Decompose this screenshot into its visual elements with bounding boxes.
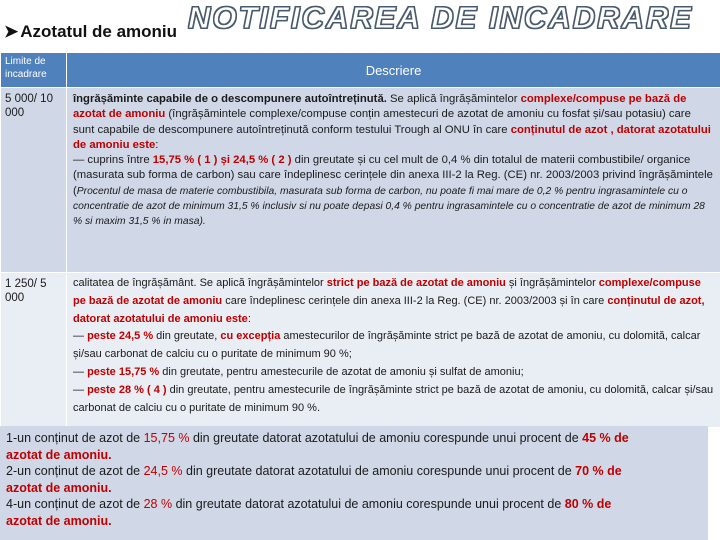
desc-text: peste 15,75 %: [87, 365, 160, 378]
arrow-bullet-icon: ➤: [4, 22, 19, 41]
note-text: 2-un conținut de azot de: [6, 464, 144, 479]
desc-text: care îndeplinesc cerințele din anexa III-2 la Reg. (CE) nr. 2003/2003 și în care: [222, 294, 608, 307]
desc-text: :: [247, 312, 251, 325]
slide-heading: [0, 0, 720, 52]
note-text: din greutate datorat azotatului de amoniu corespunde unui procent de: [189, 431, 583, 445]
footnote-2: [6, 463, 702, 496]
desc-text: :: [155, 138, 159, 151]
desc-text: și îngrășămintelor: [505, 277, 599, 289]
desc-text: din greutate, pentru amestecurile de îngrășăminte strict pe bază de azotat de amoniu, cu dolomită, calcar și/sau carbonat de calciu cu o puritate de minimum 90 %.: [73, 383, 714, 414]
note-text: 4-un conținut de azot de: [6, 497, 144, 512]
desc-text: (îngrășămintele complexe/compuse conțin amestecuri de azotat de amoniu cu fosfat și/sau potasiu) care sunt capabile de descompunere autoîntreținută conform testului Trough al ONU în care: [73, 108, 691, 136]
desc-text: — cuprins între: [73, 154, 153, 167]
note-text: azotat de amoniu.: [6, 447, 112, 462]
desc-text: din greutate,: [153, 330, 221, 343]
desc-text: ).: [199, 216, 206, 228]
table-header-row: [1, 53, 720, 88]
note-text: de: [593, 497, 612, 512]
description-cell: [67, 88, 720, 273]
desc-text: 15,75 % ( 1 ) și 24,5 % ( 2 ): [152, 154, 292, 167]
desc-text: calitatea de îngrășământ. Se aplică îngrășămintelor: [73, 277, 327, 289]
desc-text: —: [73, 365, 88, 378]
subtitle-text: Azotatul de amoniu: [20, 22, 178, 41]
note-text: 80 %: [564, 497, 594, 512]
note-text: 70 %: [575, 464, 604, 479]
desc-text: Se aplică îngrășămintelor: [386, 93, 521, 105]
desc-text: peste 24,5 %: [87, 330, 154, 343]
note-text: 45 %: [582, 431, 611, 445]
limit-cell: 1 250/ 5 000: [1, 273, 67, 428]
desc-text: Procentul de masa de materie combustibila, masurata sub forma de carbon, nu poate fi mai mare de 0,2 % pentru ingrasamintele cu o concentratie de azot de minimum 31,5 % inclusiv si nu poate depasi 0,4 % pentru ingrasamintele cu o concentratie de azot de minimum 28 % si maxim 31,5 % in masa: [73, 185, 705, 228]
table-row: [1, 273, 720, 428]
desc-text: complexe/compuse pe bază de azotat de amoniu: [73, 277, 701, 307]
desc-text: strict pe bază de azotat de amoniu: [326, 277, 506, 289]
note-text: azotat de amoniu.: [6, 480, 112, 495]
desc-text: din greutate, pentru amestecurile de azotat de amoniu și sulfat de amoniu;: [159, 365, 524, 378]
note-text: 24,5 %: [143, 464, 183, 479]
desc-text: peste 28 % ( 4 ): [87, 383, 167, 396]
note-text: 15,75 %: [143, 431, 190, 445]
desc-text: amestecurilor de îngrășăminte strict pe bază de azotat de amoniu, cu dolomită, calcar și/sau carbonat de calciu cu o puritate de minimum 90 %;: [73, 330, 701, 361]
desc-text: —: [73, 330, 88, 343]
desc-text: complexe/compuse pe bază de azotat de amoniu: [73, 93, 687, 121]
note-text: azotat de amoniu.: [6, 513, 112, 528]
desc-text: conținutul de azot , datorat azotatului de amoniu este: [73, 123, 711, 151]
section-subtitle: [4, 22, 177, 42]
limit-cell: 5 000/ 10 000: [1, 88, 67, 273]
note-text: din greutate datorat azotatului de amoniu corespunde unui procent de: [182, 464, 576, 479]
desc-text: —: [73, 383, 88, 396]
footnotes-box: [0, 426, 708, 540]
note-text: de: [603, 464, 622, 479]
footnote-1: [6, 430, 702, 463]
table-row: [1, 88, 720, 273]
desc-text: cu excepția: [220, 330, 281, 343]
note-text: de: [610, 431, 629, 445]
desc-text: conținutul de azot, datorat azotatului de amoniu este: [73, 294, 705, 325]
footnote-4: [6, 496, 702, 529]
note-text: 1-un conținut de azot de: [6, 431, 144, 445]
description-cell: [67, 273, 720, 428]
classification-table: [0, 52, 720, 428]
desc-text: din greutate și cu cel mult de 0,4 % din totalul de materii combustibile/ organice (masurata sub forma de carbon) sau care îndeplinesc cerințele din anexa III-2 la Reg. (CE) nr. 2003/2003 privind îngrășămintele (: [73, 154, 713, 197]
desc-text: îngrășăminte capabile de o descompunere autoîntreținută.: [73, 93, 387, 105]
note-text: din greutate datorat azotatului de amoniu corespunde unui procent de: [172, 497, 565, 512]
limits-column-header: Limite de incadrare: [1, 53, 67, 88]
page-title: NOTIFICAREA DE INCADRARE: [188, 0, 693, 35]
note-text: 28 %: [143, 497, 173, 512]
description-column-header: Descriere: [67, 53, 720, 88]
